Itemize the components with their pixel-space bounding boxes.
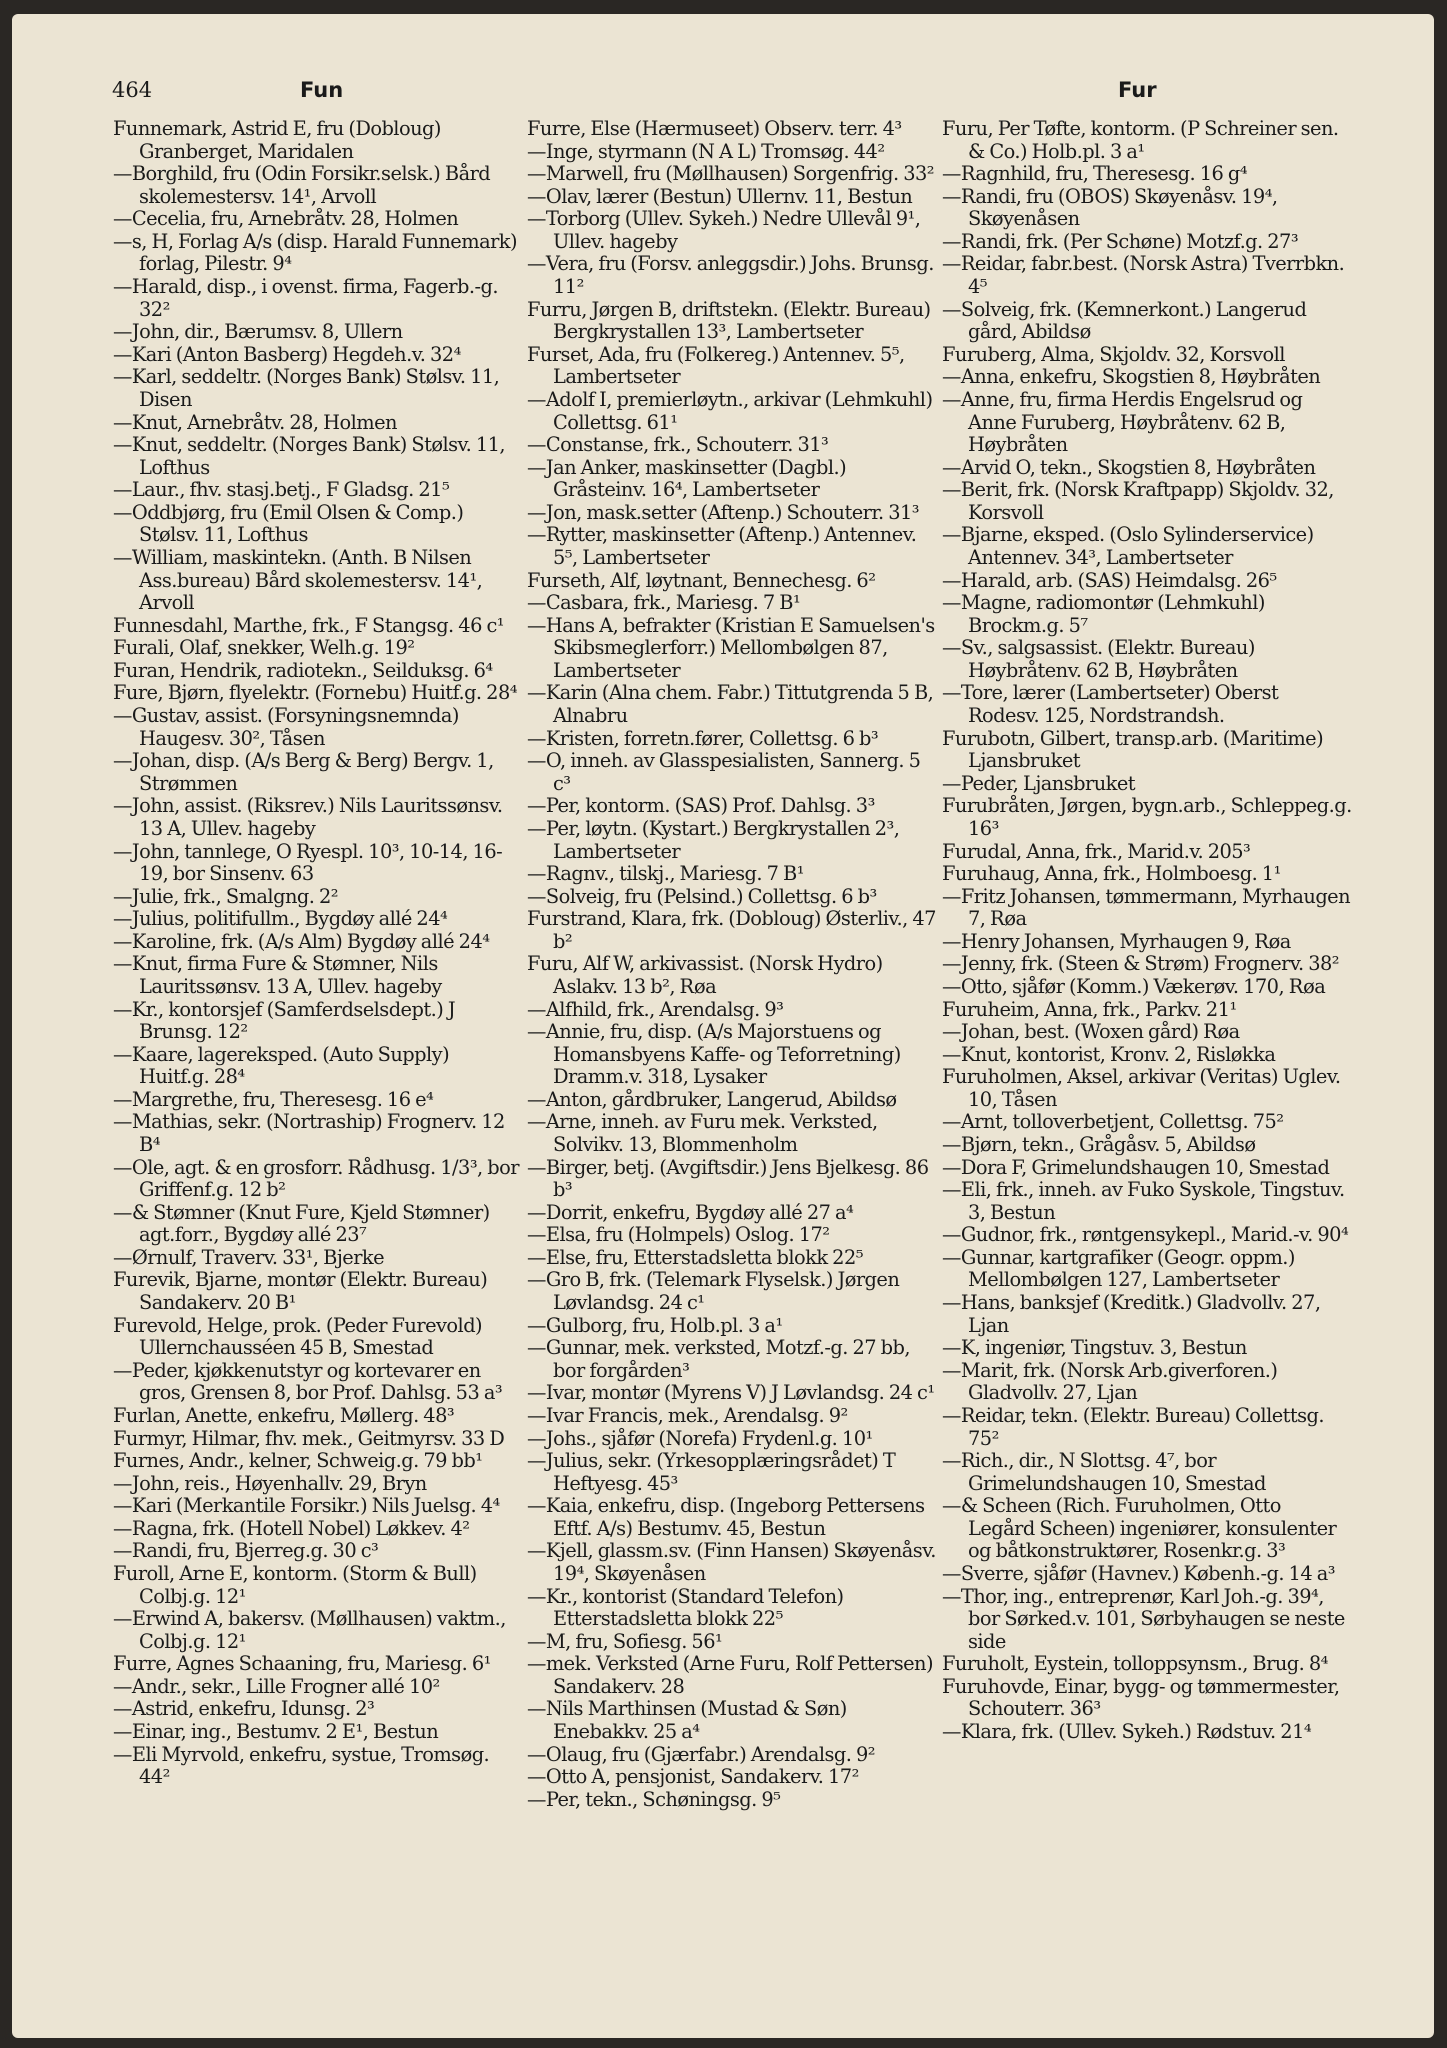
- directory-entry: —Sverre, sjåfør (Havnev.) Københ.-g. 14 a³: [942, 1562, 1335, 1585]
- directory-entry: —Hans, banksjef (Kreditk.) Gladvollv. 27, Ljan: [942, 1291, 1326, 1337]
- directory-entry: —Randi, fru, Bjerreg.g. 30 c³: [113, 1539, 379, 1563]
- directory-entry: —Gulborg, fru, Holb.pl. 3 a¹: [527, 1313, 783, 1337]
- directory-entry: —Peder, Ljansbruket: [942, 771, 1136, 795]
- directory-entry: —Harald, disp., i ovenst. firma, Fagerb.-g. 32²: [113, 275, 503, 321]
- directory-entry: —Ivar, montør (Myrens V) J Løvlandsg. 24 c¹: [527, 1381, 935, 1405]
- directory-entry: Furuholt, Eystein, tolloppsynsm., Brug. 8⁴: [942, 1652, 1328, 1676]
- directory-entry: —Thor, ing., entreprenør, Karl Joh.-g. 39⁴, bor Sørked.v. 101, Sørbyhaugen se neste side: [942, 1584, 1350, 1653]
- directory-entry: —Gunnar, kartgrafiker (Geogr. oppm.) Mellombølgen 127, Lambertseter: [942, 1245, 1300, 1292]
- directory-entry: Furuholmen, Aksel, arkivar (Veritas) Uglev. 10, Tåsen: [942, 1065, 1346, 1111]
- directory-entry: —Rytter, maskinsetter (Aftenp.) Antennev. 5⁵, Lambertseter: [527, 523, 921, 569]
- directory-entry: —Solveig, fru (Pelsind.) Collettsg. 6 b³: [527, 884, 877, 908]
- directory-entry: —Marwell, fru (Møllhausen) Sorgenfrig. 33²: [527, 162, 934, 186]
- directory-entry: —Mathias, sekr. (Nortraship) Frognerv. 12 B⁴: [113, 1110, 510, 1157]
- directory-entry: —Peder, kjøkkenutstyr og kortevarer en gros, Grensen 8, bor Prof. Dahlsg. 53 a³: [113, 1358, 503, 1405]
- directory-entry: —Annie, fru, disp. (A/s Majorstuens og Homansbyens Kaffe- og Teforretning) Dramm.v. 318, Lysaker: [527, 1020, 906, 1089]
- directory-entry: —Ole, agt. & en grosforr. Rådhusg. 1/3³, bor Griffenf.g. 12 b²: [113, 1155, 524, 1202]
- directory-entry: —Gro B, frk. (Telemark Flyselsk.) Jørgen Løvlandsg. 24 c¹: [527, 1268, 904, 1315]
- directory-entry: —Fritz Johansen, tømmermann, Myrhaugen 7, Røa: [942, 884, 1355, 931]
- directory-entry: —Eli, frk., inneh. av Fuko Syskole, Tingstuv. 3, Bestun: [942, 1178, 1350, 1224]
- directory-entry: —& Stømner (Knut Fure, Kjeld Stømner) agt.forr., Bygdøy allé 23⁷: [113, 1200, 495, 1247]
- directory-entry: —Kaare, lagereksped. (Auto Supply) Huitf.g. 28⁴: [113, 1042, 454, 1089]
- directory-entry: —Julie, frk., Smalgng. 2²: [113, 884, 338, 908]
- directory-entry: —Ragna, frk. (Hotell Nobel) Løkkev. 4²: [113, 1516, 470, 1540]
- directory-entry: —Inge, styrmann (N A L) Tromsøg. 44²: [527, 139, 885, 163]
- column-2: [527, 117, 941, 1811]
- directory-entry: —Constanse, frk., Schouterr. 31³: [527, 433, 829, 457]
- directory-entry: Furuheim, Anna, frk., Parkv. 21¹: [942, 997, 1237, 1021]
- directory-entry: Furevold, Helge, prok. (Peder Furevold) Ullernchausséen 45 B, Smestad: [113, 1313, 487, 1360]
- directory-entry: —Tore, lærer (Lambertseter) Oberst Rodesv. 125, Nordstrandsh.: [942, 681, 1283, 728]
- directory-entry: —Kr., kontorist (Standard Telefon) Etterstadsletta blokk 22⁵: [527, 1584, 849, 1631]
- column-3: [942, 117, 1357, 1744]
- directory-entry: —K, ingeniør, Tingstuv. 3, Bestun: [942, 1336, 1247, 1360]
- directory-entry: —Rich., dir., N Slottsg. 4⁷, bor Grimelundshaugen 10, Smestad: [942, 1449, 1266, 1495]
- directory-entry: —Bjørn, tekn., Grågåsv. 5, Abildsø: [942, 1133, 1256, 1157]
- directory-entry: —Bjarne, eksped. (Oslo Sylinderservice) Antennev. 34³, Lambertseter: [942, 523, 1319, 569]
- directory-entry: Furmyr, Hilmar, fhv. mek., Geitmyrsv. 33 D: [113, 1426, 505, 1450]
- directory-entry: —Einar, ing., Bestumv. 2 E¹, Bestun: [113, 1720, 439, 1744]
- directory-entry: —Alfhild, frk., Arendalsg. 9³: [527, 997, 784, 1021]
- directory-entry: —John, assist. (Riksrev.) Nils Lauritssønsv. 13 A, Ullev. hageby: [113, 794, 508, 840]
- directory-entry: —s, H, Forlag A/s (disp. Harald Funnemark) forlag, Pilestr. 9⁴: [113, 229, 522, 276]
- directory-entry: —John, reis., Høyenhallv. 29, Bryn: [113, 1471, 427, 1495]
- directory-entry: —Birger, betj. (Avgiftsdir.) Jens Bjelkesg. 86 b³: [527, 1155, 934, 1202]
- directory-page: [12, 14, 1434, 2038]
- directory-entry: Furre, Agnes Schaaning, fru, Mariesg. 6¹: [113, 1652, 491, 1676]
- directory-entry: —Anna, enkefru, Skogstien 8, Høybråten: [942, 365, 1321, 389]
- directory-entry: Furstrand, Klara, frk. (Dobloug) Østerliv., 47 b²: [527, 907, 941, 953]
- directory-entry: Furan, Hendrik, radiotekn., Seilduksg. 6⁴: [113, 658, 493, 682]
- directory-entry: —Arvid O, tekn., Skogstien 8, Høybråten: [942, 455, 1316, 479]
- guide-word-right: Fur: [1118, 78, 1157, 102]
- directory-entry: —Arnt, tolloverbetjent, Collettsg. 75²: [942, 1110, 1284, 1134]
- page-number: 464: [112, 78, 153, 102]
- directory-entry: —Kr., kontorsjef (Samferdselsdept.) J Brunsg. 12²: [113, 997, 460, 1044]
- directory-entry: —Ivar Francis, mek., Arendalsg. 9²: [527, 1403, 848, 1427]
- directory-entry: Furnes, Andr., kelner, Schweig.g. 79 bb¹: [113, 1449, 483, 1473]
- directory-entry: Furru, Jørgen B, driftstekn. (Elektr. Bureau) Bergkrystallen 13³, Lambertseter: [527, 297, 936, 344]
- directory-entry: —Jon, mask.setter (Aftenp.) Schouterr. 31³: [527, 500, 919, 524]
- directory-entry: —Solveig, frk. (Kemnerkont.) Langerud gård, Abildsø: [942, 297, 1311, 344]
- directory-entry: —Ragnhild, fru, Theresesg. 16 g⁴: [942, 162, 1247, 186]
- directory-entry: Furuhaug, Anna, frk., Holmboesg. 1¹: [942, 862, 1281, 886]
- directory-entry: —Andr., sekr., Lille Frogner allé 10²: [113, 1674, 440, 1698]
- directory-entry: —Astrid, enkefru, Idunsg. 2³: [113, 1697, 375, 1721]
- directory-entry: —Reidar, tekn. (Elektr. Bureau) Collettsg. 75²: [942, 1403, 1329, 1450]
- column-1: [113, 118, 523, 1789]
- directory-entry: —Marit, frk. (Norsk Arb.giverforen.) Gladvollv. 27, Ljan: [942, 1358, 1283, 1405]
- directory-entry: Furudal, Anna, frk., Marid.v. 205³: [942, 839, 1251, 863]
- directory-entry: —Gustav, assist. (Forsyningsnemnda) Haugesv. 30², Tåsen: [113, 704, 464, 750]
- directory-entry: Furali, Olaf, snekker, Welh.g. 19²: [113, 636, 415, 660]
- directory-entry: —Otto, sjåfør (Komm.) Vækerøv. 170, Røa: [942, 974, 1326, 998]
- directory-entry: —& Scheen (Rich. Furuholmen, Otto Legård Scheen) ingeniører, konsulenter og båtkonstruktører, Rosenkr.g. 3³: [942, 1494, 1341, 1563]
- directory-entry: —Randi, fru (OBOS) Skøyenåsv. 19⁴, Skøyenåsen: [942, 184, 1283, 231]
- directory-entry: —Dorrit, enkefru, Bygdøy allé 27 a⁴: [527, 1200, 854, 1224]
- directory-entry: —Jan Anker, maskinsetter (Dagbl.) Gråsteinv. 16⁴, Lambertseter: [527, 455, 851, 502]
- directory-entry: —Henry Johansen, Myrhaugen 9, Røa: [942, 929, 1291, 953]
- directory-entry: —Per, tekn., Schøningsg. 9⁵: [527, 1787, 781, 1811]
- directory-entry: —Casbara, frk., Mariesg. 7 B¹: [527, 591, 801, 615]
- directory-entry: —Kari (Merkantile Forsikr.) Nils Juelsg. 4⁴: [113, 1494, 500, 1518]
- directory-entry: —Sv., salgsassist. (Elektr. Bureau) Høybråtenv. 62 B, Høybråten: [942, 636, 1260, 682]
- directory-entry: —Kjell, glassm.sv. (Finn Hansen) Skøyenåsv. 19⁴, Skøyenåsen: [527, 1539, 941, 1585]
- directory-entry: —Nils Marthinsen (Mustad & Søn) Enebakkv. 25 a⁴: [527, 1697, 852, 1744]
- directory-entry: —Vera, fru (Forsv. anleggsdir.) Johs. Brunsg. 11²: [527, 252, 939, 299]
- directory-entry: —Laur., fhv. stasj.betj., F Gladsg. 21⁵: [113, 478, 450, 502]
- directory-entry: —Adolf I, premierløytn., arkivar (Lehmkuhl) Collettsg. 61¹: [527, 387, 938, 434]
- directory-entry: —Johan, best. (Woxen gård) Røa: [942, 1020, 1240, 1044]
- directory-entry: —Knut, kontorist, Kronv. 2, Risløkka: [942, 1042, 1276, 1066]
- directory-entry: —M, fru, Sofiesg. 56¹: [527, 1629, 723, 1653]
- guide-word-left: Fun: [300, 78, 344, 102]
- directory-entry: Furubotn, Gilbert, transp.arb. (Maritime) Ljansbruket: [942, 726, 1328, 773]
- directory-entry: —Margrethe, fru, Theresesg. 16 e⁴: [113, 1087, 434, 1111]
- directory-entry: —Julius, sekr. (Yrkesopplæringsrådet) T Heftyesg. 45³: [527, 1449, 900, 1495]
- directory-entry: Furu, Alf W, arkivassist. (Norsk Hydro) Aslakv. 13 b², Røa: [527, 952, 888, 998]
- directory-entry: Furuhovde, Einar, bygg- og tømmermester, Schouterr. 36³: [942, 1674, 1345, 1721]
- directory-entry: —Randi, frk. (Per Schøne) Motzf.g. 27³: [942, 229, 1299, 253]
- directory-entry: —Karl, seddeltr. (Norges Bank) Stølsv. 11, Disen: [113, 365, 504, 411]
- directory-entry: Furuberg, Alma, Skjoldv. 32, Korsvoll: [942, 342, 1285, 366]
- directory-entry: —William, maskintekn. (Anth. B Nilsen Ass.bureau) Bård skolemestersv. 14¹, Arvoll: [113, 545, 487, 615]
- directory-entry: —Knut, firma Fure & Stømner, Nils Lauritssønsv. 13 A, Ullev. hageby: [113, 952, 443, 998]
- directory-entry: —Otto A, pensjonist, Sandakerv. 17²: [527, 1765, 859, 1789]
- directory-entry: —Olav, lærer (Bestun) Ullernv. 11, Bestun: [527, 184, 913, 208]
- directory-entry: —Jenny, frk. (Steen & Strøm) Frognerv. 38²: [942, 952, 1340, 976]
- directory-entry: —Erwind A, bakersv. (Møllhausen) vaktm., Colbj.g. 12¹: [113, 1607, 511, 1653]
- directory-entry: —Johan, disp. (A/s Berg & Berg) Bergv. 1, Strømmen: [113, 749, 499, 795]
- directory-entry: —Knut, seddeltr. (Norges Bank) Stølsv. 11, Lofthus: [113, 433, 510, 479]
- directory-entry: —Kari (Anton Basberg) Hegdeh.v. 32⁴: [113, 342, 461, 366]
- directory-entry: —Dora F, Grimelundshaugen 10, Smestad: [942, 1155, 1330, 1179]
- directory-entry: —Hans A, befrakter (Kristian E Samuelsen's Skibsmeglerforr.) Mellombølgen 87, Lambertseter: [527, 613, 940, 682]
- directory-entry: Furlan, Anette, enkefru, Møllerg. 48³: [113, 1403, 455, 1427]
- directory-entry: —Kristen, forretn.fører, Collettsg. 6 b³: [527, 726, 879, 750]
- directory-entry: —Borghild, fru (Odin Forsikr.selsk.) Bård skolemestersv. 14¹, Arvoll: [113, 162, 495, 208]
- directory-entry: —Karoline, frk. (A/s Alm) Bygdøy allé 24⁴: [113, 929, 490, 953]
- directory-entry: —Gunnar, mek. verksted, Motzf.-g. 27 bb, bor forgården³: [527, 1336, 915, 1382]
- directory-entry: —Else, fru, Etterstadsletta blokk 22⁵: [527, 1245, 863, 1269]
- directory-entry: —Gudnor, frk., røntgensykepl., Marid.-v. 90⁴: [942, 1223, 1349, 1247]
- directory-entry: —Anton, gårdbruker, Langerud, Abildsø: [527, 1087, 897, 1111]
- directory-entry: —Magne, radiomontør (Lehmkuhl) Brockm.g. 5⁷: [942, 591, 1270, 637]
- directory-entry: —Anne, fru, firma Herdis Engelsrud og Anne Furuberg, Høybråtenv. 62 B, Høybråten: [942, 387, 1307, 457]
- directory-entry: —Olaug, fru (Gjærfabr.) Arendalsg. 9²: [527, 1742, 875, 1766]
- directory-entry: Furubråten, Jørgen, bygn.arb., Schleppeg.g. 16³: [942, 794, 1357, 840]
- directory-entry: —mek. Verksted (Arne Furu, Rolf Pettersen) Sandakerv. 28: [527, 1652, 938, 1698]
- directory-entry: —Berit, frk. (Norsk Kraftpapp) Skjoldv. 32, Korsvoll: [942, 478, 1339, 524]
- directory-entry: Furoll, Arne E, kontorm. (Storm & Bull) Colbj.g. 12¹: [113, 1562, 482, 1608]
- directory-entry: —O, inneh. av Glasspesialisten, Sannerg. 5 c³: [527, 749, 925, 795]
- directory-entry: Furseth, Alf, løytnant, Bennechesg. 6²: [527, 568, 876, 592]
- directory-entry: Funnesdahl, Marthe, frk., F Stangsg. 46 c¹: [113, 613, 505, 637]
- directory-entry: Fure, Bjørn, flyelektr. (Fornebu) Huitf.g. 28⁴: [113, 681, 517, 705]
- directory-entry: —Harald, arb. (SAS) Heimdalsg. 26⁵: [942, 568, 1277, 592]
- directory-entry: Furevik, Bjarne, montør (Elektr. Bureau) Sandakerv. 20 B¹: [113, 1268, 492, 1315]
- directory-entry: —John, dir., Bærumsv. 8, Ullern: [113, 320, 403, 344]
- directory-entry: —Cecelia, fru, Arnebråtv. 28, Holmen: [113, 207, 459, 231]
- directory-entry: Furre, Else (Hærmuseet) Observ. terr. 4³: [527, 117, 902, 140]
- directory-entry: —Oddbjørg, fru (Emil Olsen & Comp.) Stølsv. 11, Lofthus: [113, 500, 469, 547]
- directory-entry: —John, tannlege, O Ryespl. 10³, 10-14, 16-19, bor Sinsenv. 63: [113, 839, 503, 886]
- directory-entry: —Knut, Arnebråtv. 28, Holmen: [113, 410, 397, 434]
- directory-entry: —Torborg (Ullev. Sykeh.) Nedre Ullevål 9¹, Ullev. hageby: [527, 207, 925, 253]
- directory-entry: —Johs., sjåfør (Norefa) Frydenl.g. 10¹: [527, 1426, 873, 1450]
- directory-entry: —Ragnv., tilskj., Mariesg. 7 B¹: [527, 862, 804, 886]
- directory-entry: Furset, Ada, fru (Folkereg.) Antennev. 5⁵, Lambertseter: [527, 342, 910, 389]
- directory-entry: —Julius, politifullm., Bygdøy allé 24⁴: [113, 907, 448, 931]
- directory-entry: —Per, løytn. (Kystart.) Bergkrystallen 2³, Lambertseter: [527, 816, 904, 863]
- directory-entry: —Eli Myrvold, enkefru, systue, Tromsøg. 44²: [113, 1742, 494, 1789]
- directory-entry: —Karin (Alna chem. Fabr.) Tittutgrenda 5 B, Alnabru: [527, 681, 938, 728]
- directory-entry: Furu, Per Tøfte, kontorm. (P Schreiner sen. & Co.) Holb.pl. 3 a¹: [942, 117, 1344, 163]
- directory-entry: —Arne, inneh. av Furu mek. Verksted, Solvikv. 13, Blommenholm: [527, 1110, 883, 1157]
- directory-entry: —Kaia, enkefru, disp. (Ingeborg Pettersens Eftf. A/s) Bestumv. 45, Bestun: [527, 1494, 930, 1540]
- directory-entry: —Per, kontorm. (SAS) Prof. Dahlsg. 3³: [527, 794, 875, 818]
- directory-entry: —Klara, frk. (Ullev. Sykeh.) Rødstuv. 21⁴: [942, 1720, 1312, 1744]
- directory-entry: —Ørnulf, Traverv. 33¹, Bjerke: [113, 1245, 385, 1269]
- directory-entry: —Reidar, fabr.best. (Norsk Astra) Tverrbkn. 4⁵: [942, 252, 1349, 299]
- directory-entry: Funnemark, Astrid E, fru (Dobloug) Granberget, Maridalen: [113, 117, 446, 163]
- directory-entry: —Elsa, fru (Holmpels) Oslog. 17²: [527, 1223, 830, 1247]
